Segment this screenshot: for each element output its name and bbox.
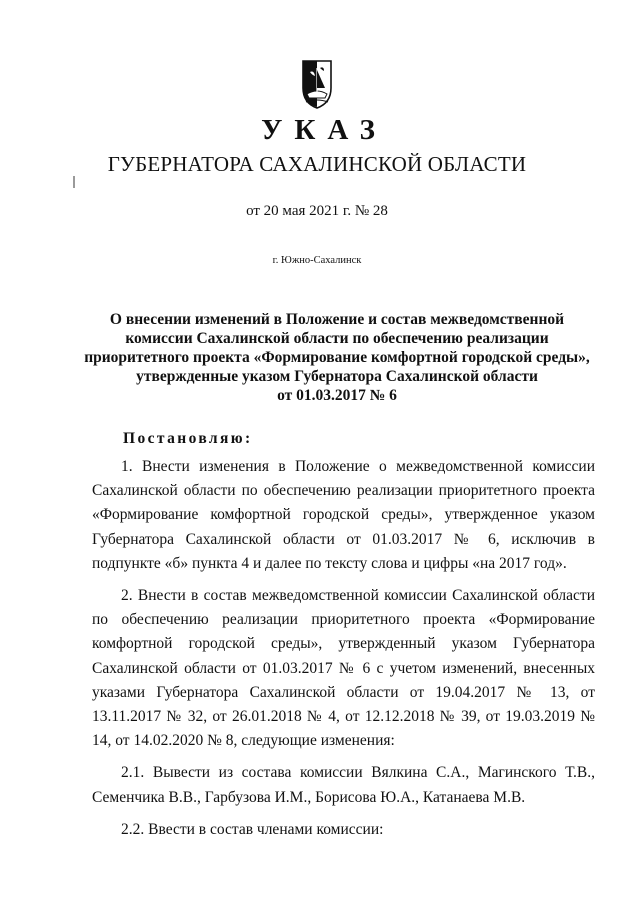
heading-line: утвержденные указом Губернатора Сахалинской области (136, 368, 538, 385)
coat-of-arms-icon (297, 58, 337, 110)
heading-line: от 01.03.2017 № 6 (277, 387, 397, 404)
paragraph-1: 1. Внести изменения в Положение о межведомственной комиссии Сахалинской области по обеспечению реализации приоритетного проекта «Формирование комфортной городской среды», утвержденное указом Губернатора Сахалинской области от 01.03.2017 № 6, исключив в подпункте «б» пункта 4 и далее по тексту слова и цифры «на 2017 год». (92, 458, 595, 572)
decree-body (92, 455, 595, 850)
heading-line: О внесении изменений в Положение и состав межведомственной (109, 311, 565, 328)
scan-mark (73, 176, 75, 188)
decree-city: г. Южно-Сахалинск (272, 255, 362, 266)
decree-word: Постановляю: (123, 430, 253, 447)
decree-date: от 20 мая 2021 г. № 28 (246, 203, 388, 219)
heading-line: комиссии Сахалинской области по обеспечению реализации (125, 330, 549, 347)
heading-line: приоритетного проекта «Формирование комфортной городской среды», (84, 349, 590, 366)
paragraph-2: 2. Внести в состав межведомственной комиссии Сахалинской области по обеспечению реализации приоритетного проекта «Формирование комфортной городской среды», утвержденный указом Губернатора Сахалинской области от 01.03.2017 № 6 с учетом изменений, внесенных указами Губернатора Сахалинской области от 19.04.2017 № 13, от 13.11.2017 № 32, от 26.01.2018 № 4, от 12.12.2018 № 39, от 19.03.2019 № 14, от 14.02.2020 № 8, следующие изменения: (92, 587, 595, 750)
document-subtitle: ГУБЕРНАТОРА САХАЛИНСКОЙ ОБЛАСТИ (107, 152, 527, 176)
decree-heading (80, 310, 594, 405)
paragraph-2-2: 2.2. Ввести в состав членами комиссии: (121, 820, 384, 838)
document-title: УКАЗ (261, 114, 387, 146)
paragraph-2-1: 2.1. Вывести из состава комиссии Вялкина С.А., Магинского Т.В., Семенчика В.В., Гарбузова И.М., Борисова Ю.А., Катанаева М.В. (92, 764, 595, 806)
